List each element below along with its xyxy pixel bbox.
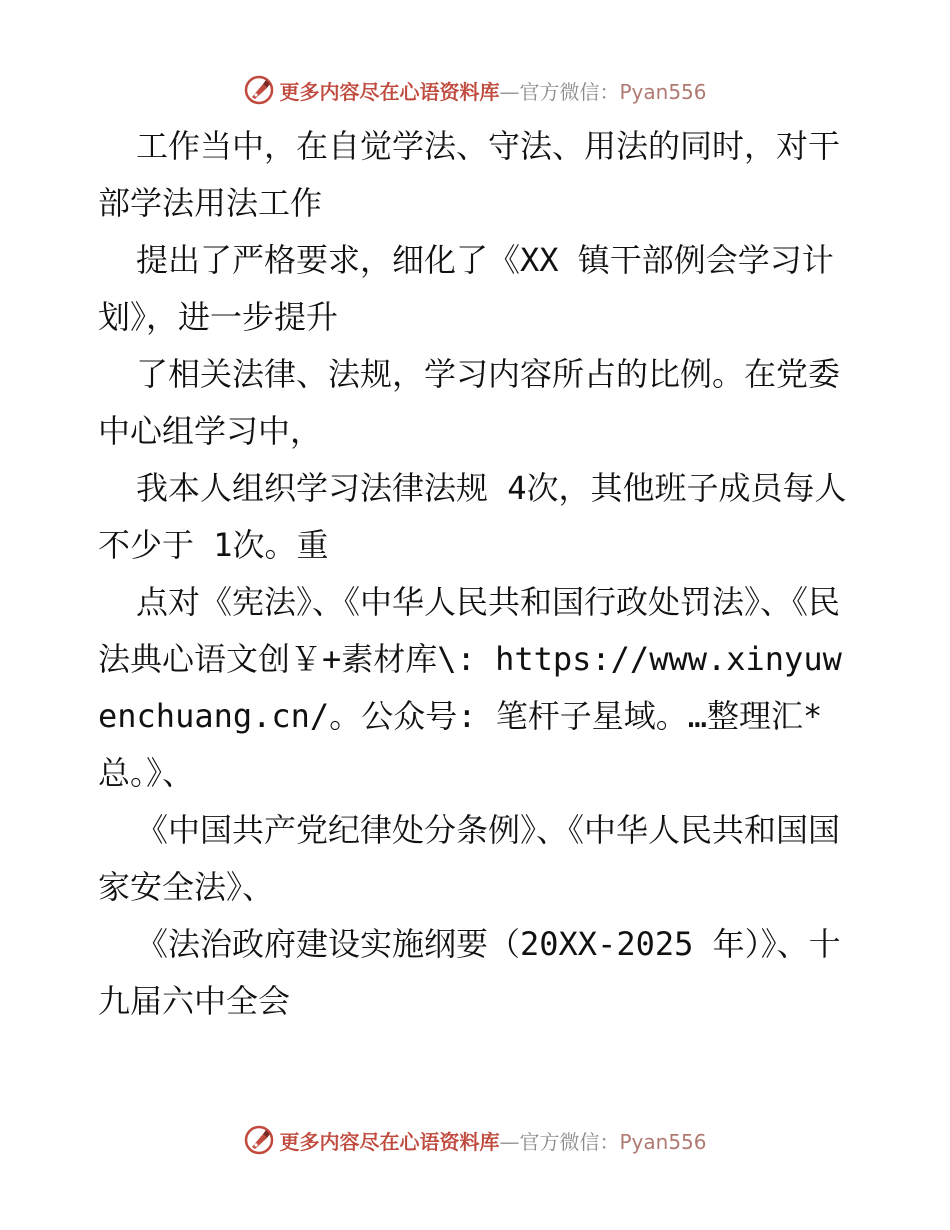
header-wechat-label: 官方微信： <box>519 79 620 104</box>
paragraph-4: 我本人组织学习法律法规 4次，其他班子成员每人不少于 1次。重 <box>98 469 847 564</box>
pen-nib-logo-icon <box>243 1124 275 1156</box>
paragraph-3: 了相关法律、法规，学习内容所占的比例。在党委中心组学习中， <box>98 355 841 450</box>
page-footer <box>0 1120 950 1160</box>
footer-brand-main: 更多内容尽在心语资料库 <box>279 1129 500 1154</box>
document-body <box>98 118 858 1030</box>
pen-nib-logo-icon <box>243 74 275 106</box>
footer-wechat-id: Pyan556 <box>619 1129 707 1154</box>
header-wechat-id: Pyan556 <box>619 79 707 104</box>
footer-separator: — <box>499 1129 520 1154</box>
paragraph-7: 《法治政府建设实施纲要（20XX-2025 年）》、十九届六中全会 <box>98 925 841 1020</box>
header-brand-main: 更多内容尽在心语资料库 <box>279 79 500 104</box>
paragraph-6: 《中国共产党纪律处分条例》、《中华人民共和国国家安全法》、 <box>98 811 841 906</box>
header-separator: — <box>499 79 520 104</box>
page-header <box>0 70 950 110</box>
footer-brand <box>279 1126 706 1155</box>
paragraph-5: 点对《宪法》、《中华人民共和国行政处罚法》、《民法典心语文创￥+素材库\: https://www.xinyuwenchuang.cn/。公众号: 笔杆子星域。…整理汇*总。》、 <box>98 583 842 792</box>
footer-wechat-label: 官方微信： <box>519 1129 620 1154</box>
header-brand <box>279 76 706 105</box>
paragraph-1: 工作当中，在自觉学法、守法、用法的同时，对干部学法用法工作 <box>98 127 841 222</box>
paragraph-2: 提出了严格要求，细化了《XX 镇干部例会学习计划》，进一步提升 <box>98 241 834 336</box>
